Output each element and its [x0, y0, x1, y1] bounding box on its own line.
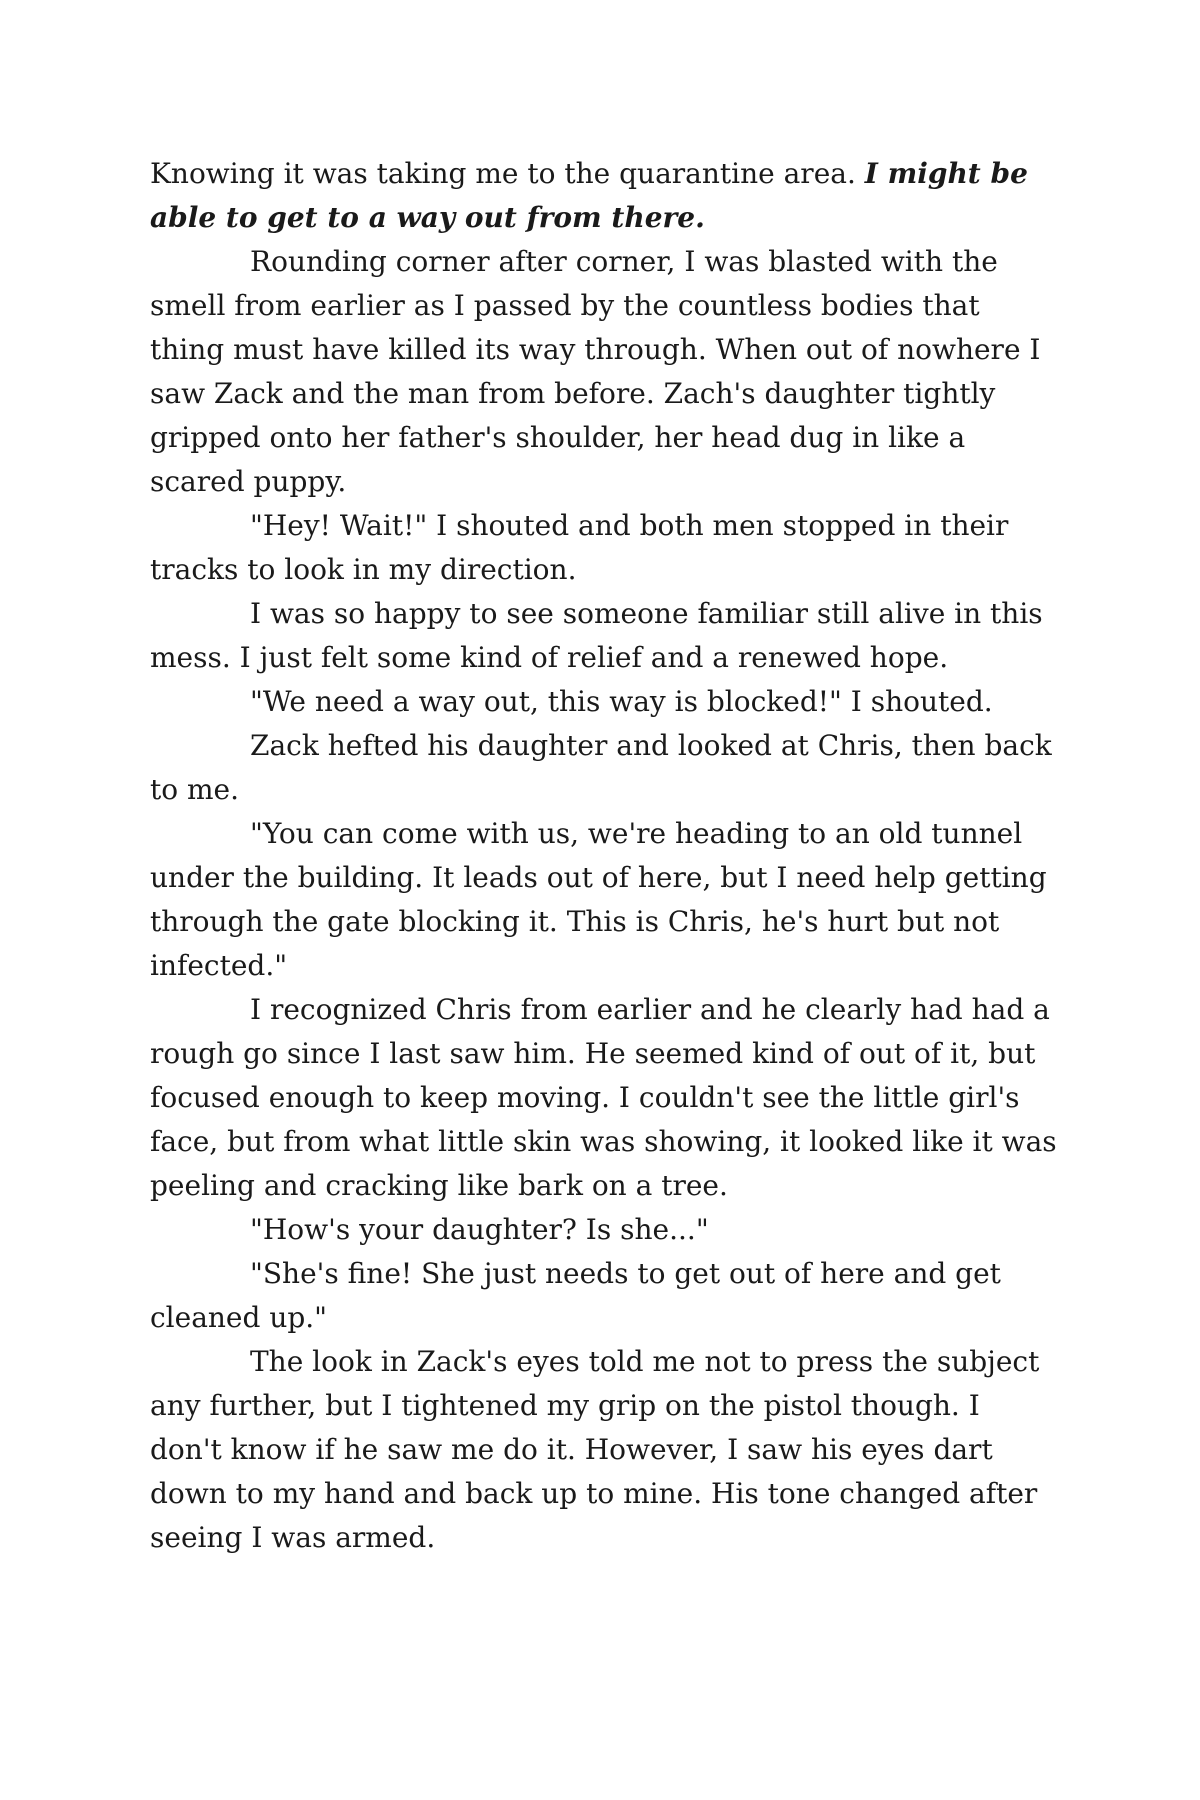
paragraph-11: The look in Zack's eyes told me not to press the subject any further, but I tightened my grip on the pistol though. I don't know if he saw me do it. However, I saw his eyes dart down to my hand and back up to mine. His tone changed after seeing I was armed. [150, 1345, 1040, 1554]
paragraph-3: "Hey! Wait!" I shouted and both men stopped in their tracks to look in my direction. [150, 509, 1009, 586]
paragraph-9: "How's your daughter? Is she..." [250, 1213, 709, 1246]
paragraph-8: I recognized Chris from earlier and he clearly had had a rough go since I last saw him. He seemed kind of out of it, but focused enough to keep moving. I couldn't see the little girl's face, but from what little skin was showing, it looked like it was peeling and cracking like bark on a tree. [150, 993, 1057, 1202]
paragraph-1-italic-thought: I might be able to get to a way out from there. [150, 157, 1028, 234]
paragraph-6: Zack hefted his daughter and looked at Chris, then back to me. [150, 729, 1052, 806]
paragraph-1-text: Knowing it was taking me to the quarantine area. [150, 157, 865, 190]
paragraph-5: "We need a way out, this way is blocked!" I shouted. [250, 685, 993, 718]
paragraph-10: "She's fine! She just needs to get out of here and get cleaned up." [150, 1257, 1001, 1334]
paragraph-2: Rounding corner after corner, I was blasted with the smell from earlier as I passed by the countless bodies that thing must have killed its way through. When out of nowhere I saw Zack and the man from before. Zach's daughter tightly gripped onto her father's shoulder, her head dug in like a scared puppy. [150, 245, 1041, 498]
book-page [150, 152, 1060, 1560]
paragraph-1 [150, 152, 1060, 240]
paragraph-7: "You can come with us, we're heading to an old tunnel under the building. It leads out of here, but I need help getting through the gate blocking it. This is Chris, he's hurt but not infected." [150, 817, 1047, 982]
paragraph-4: I was so happy to see someone familiar still alive in this mess. I just felt some kind of relief and a renewed hope. [150, 597, 1043, 674]
